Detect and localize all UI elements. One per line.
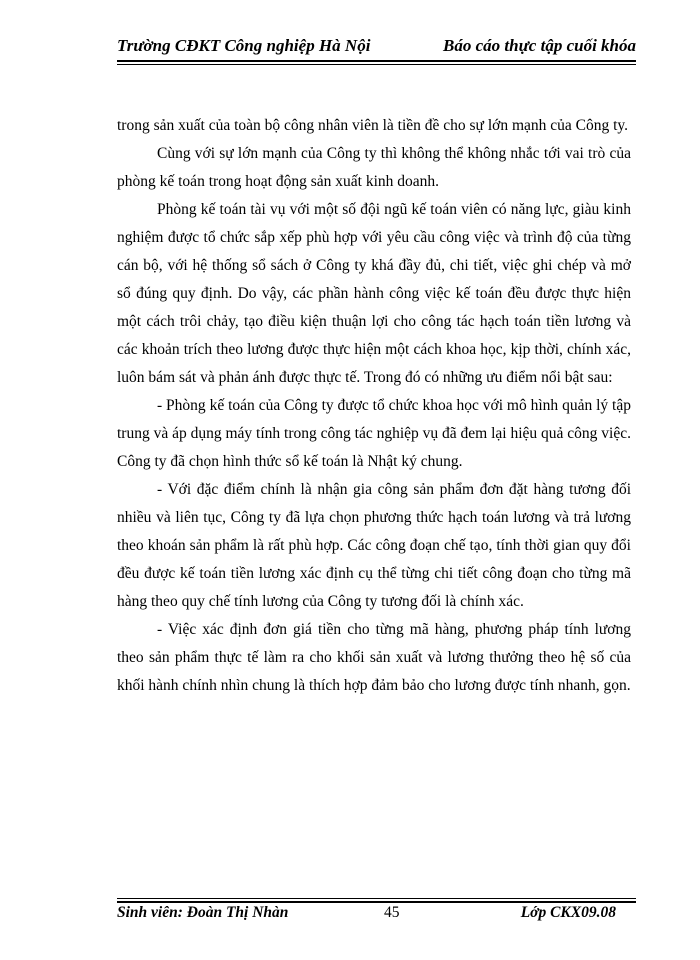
- page-number: 45: [384, 904, 400, 921]
- header-divider: [117, 60, 636, 65]
- page-header: [117, 36, 636, 64]
- footer-class-code: Lớp CKX09.08: [520, 904, 616, 921]
- paragraph: - Việc xác định đơn giá tiền cho từng mã hàng, phương pháp tính lương theo sản phẩm thực tế làm ra cho khối sản xuất và lương thưởng theo hệ số của khối hành chính nhìn chung là thích hợp đảm bảo cho lương được tính nhanh, gọn.: [117, 621, 631, 694]
- header-school-name: Trường CĐKT Công nghiệp Hà Nội: [117, 36, 371, 55]
- paragraph: - Với đặc điểm chính là nhận gia công sản phẩm đơn đặt hàng tương đối nhiều và liên tục, Công ty đã lựa chọn phương thức hạch toán lương và trả lương theo khoán sản phẩm là rất phù hợp. Các công đoạn chế tạo, tính thời gian quy đổi đều được kế toán tiền lương xác định cụ thể từng chi tiết công đoạn cho từng mã hàng theo quy chế tính lương của Công ty tương đối là chính xác.: [117, 481, 631, 610]
- header-report-title: Báo cáo thực tập cuối khóa: [443, 36, 636, 55]
- paragraph: Cùng với sự lớn mạnh của Công ty thì không thể không nhắc tới vai trò của phòng kế toán trong hoạt động sản xuất kinh doanh.: [117, 145, 631, 190]
- document-body: [117, 112, 631, 700]
- paragraph-continuation: trong sản xuất của toàn bộ công nhân viên là tiền đề cho sự lớn mạnh của Công ty.: [117, 117, 629, 134]
- paragraph: Phòng kế toán tài vụ với một số đội ngũ kế toán viên có năng lực, giàu kinh nghiệm được tổ chức sắp xếp phù hợp với yêu cầu công việc và trình độ của từng cán bộ, với hệ thống sổ sách ở Công ty khá đầy đủ, chi tiết, việc ghi chép và mở sổ đúng quy định. Do vậy, các phần hành công việc kế toán đều được thực hiện một cách trôi chảy, tạo điều kiện thuận lợi cho công tác hạch toán tiền lương và các khoản trích theo lương được thực hiện một cách khoa học, kịp thời, chính xác, luôn bám sát và phản ánh được thực tế. Trong đó có những ưu điểm nổi bật sau:: [117, 201, 631, 386]
- footer-divider: [117, 898, 636, 903]
- page-footer: [117, 898, 636, 924]
- footer-student-name: Sinh viên: Đoàn Thị Nhàn: [117, 904, 289, 921]
- paragraph: - Phòng kế toán của Công ty được tổ chức khoa học với mô hình quản lý tập trung và áp dụng máy tính trong công tác nghiệp vụ đã đem lại hiệu quả công việc. Công ty đã chọn hình thức sổ kế toán là Nhật ký chung.: [117, 397, 631, 470]
